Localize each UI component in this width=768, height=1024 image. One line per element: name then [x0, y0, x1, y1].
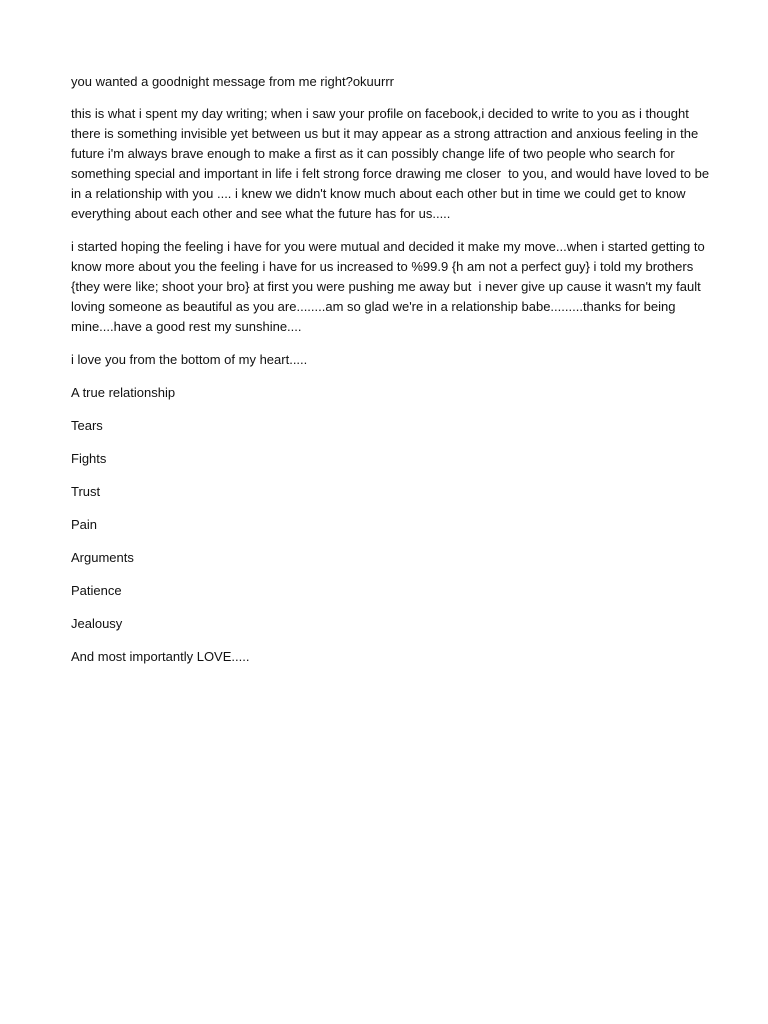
love-line: i love you from the bottom of my heart.....: [71, 352, 308, 367]
document-page: [71, 72, 711, 680]
list-item: Patience: [71, 583, 122, 598]
list-heading: A true relationship: [71, 385, 176, 400]
list-item: Arguments: [71, 550, 134, 565]
list-item: Trust: [71, 484, 101, 499]
list-item: Tears: [71, 418, 103, 433]
paragraph-feelings: i started hoping the feeling i have for you were mutual and decided it make my move...when i started getting to know more about you the feeling i have for us increased to %99.9 {h am not a perfect guy} i told my brothers {they were like; shoot your bro} at first you were pushing me away but i never give up cause it wasn't my fault loving someone as beautiful as you are........am so glad we're in a relationship babe.........thanks for being mine....have a good rest my sunshine....: [71, 239, 709, 334]
paragraph-profile: this is what i spent my day writing; when i saw your profile on facebook,i decided to write to you as i thought there is something invisible yet between us but it may appear as a strong attraction and anxious feeling in the future i'm always brave enough to make a first as it can possibly change life of two people who search for something special and important in life i felt strong force drawing me closer to you, and would have loved to be in a relationship with you .... i knew we didn't know much about each other but in time we could get to know everything about each other and see what the future has for us.....: [71, 106, 713, 221]
list-item: Jealousy: [71, 616, 123, 631]
intro-line: you wanted a goodnight message from me right?okuurrr: [71, 74, 395, 89]
closing-line: And most importantly LOVE.....: [71, 649, 250, 664]
list-item: Fights: [71, 451, 107, 466]
list-item: Pain: [71, 517, 98, 532]
